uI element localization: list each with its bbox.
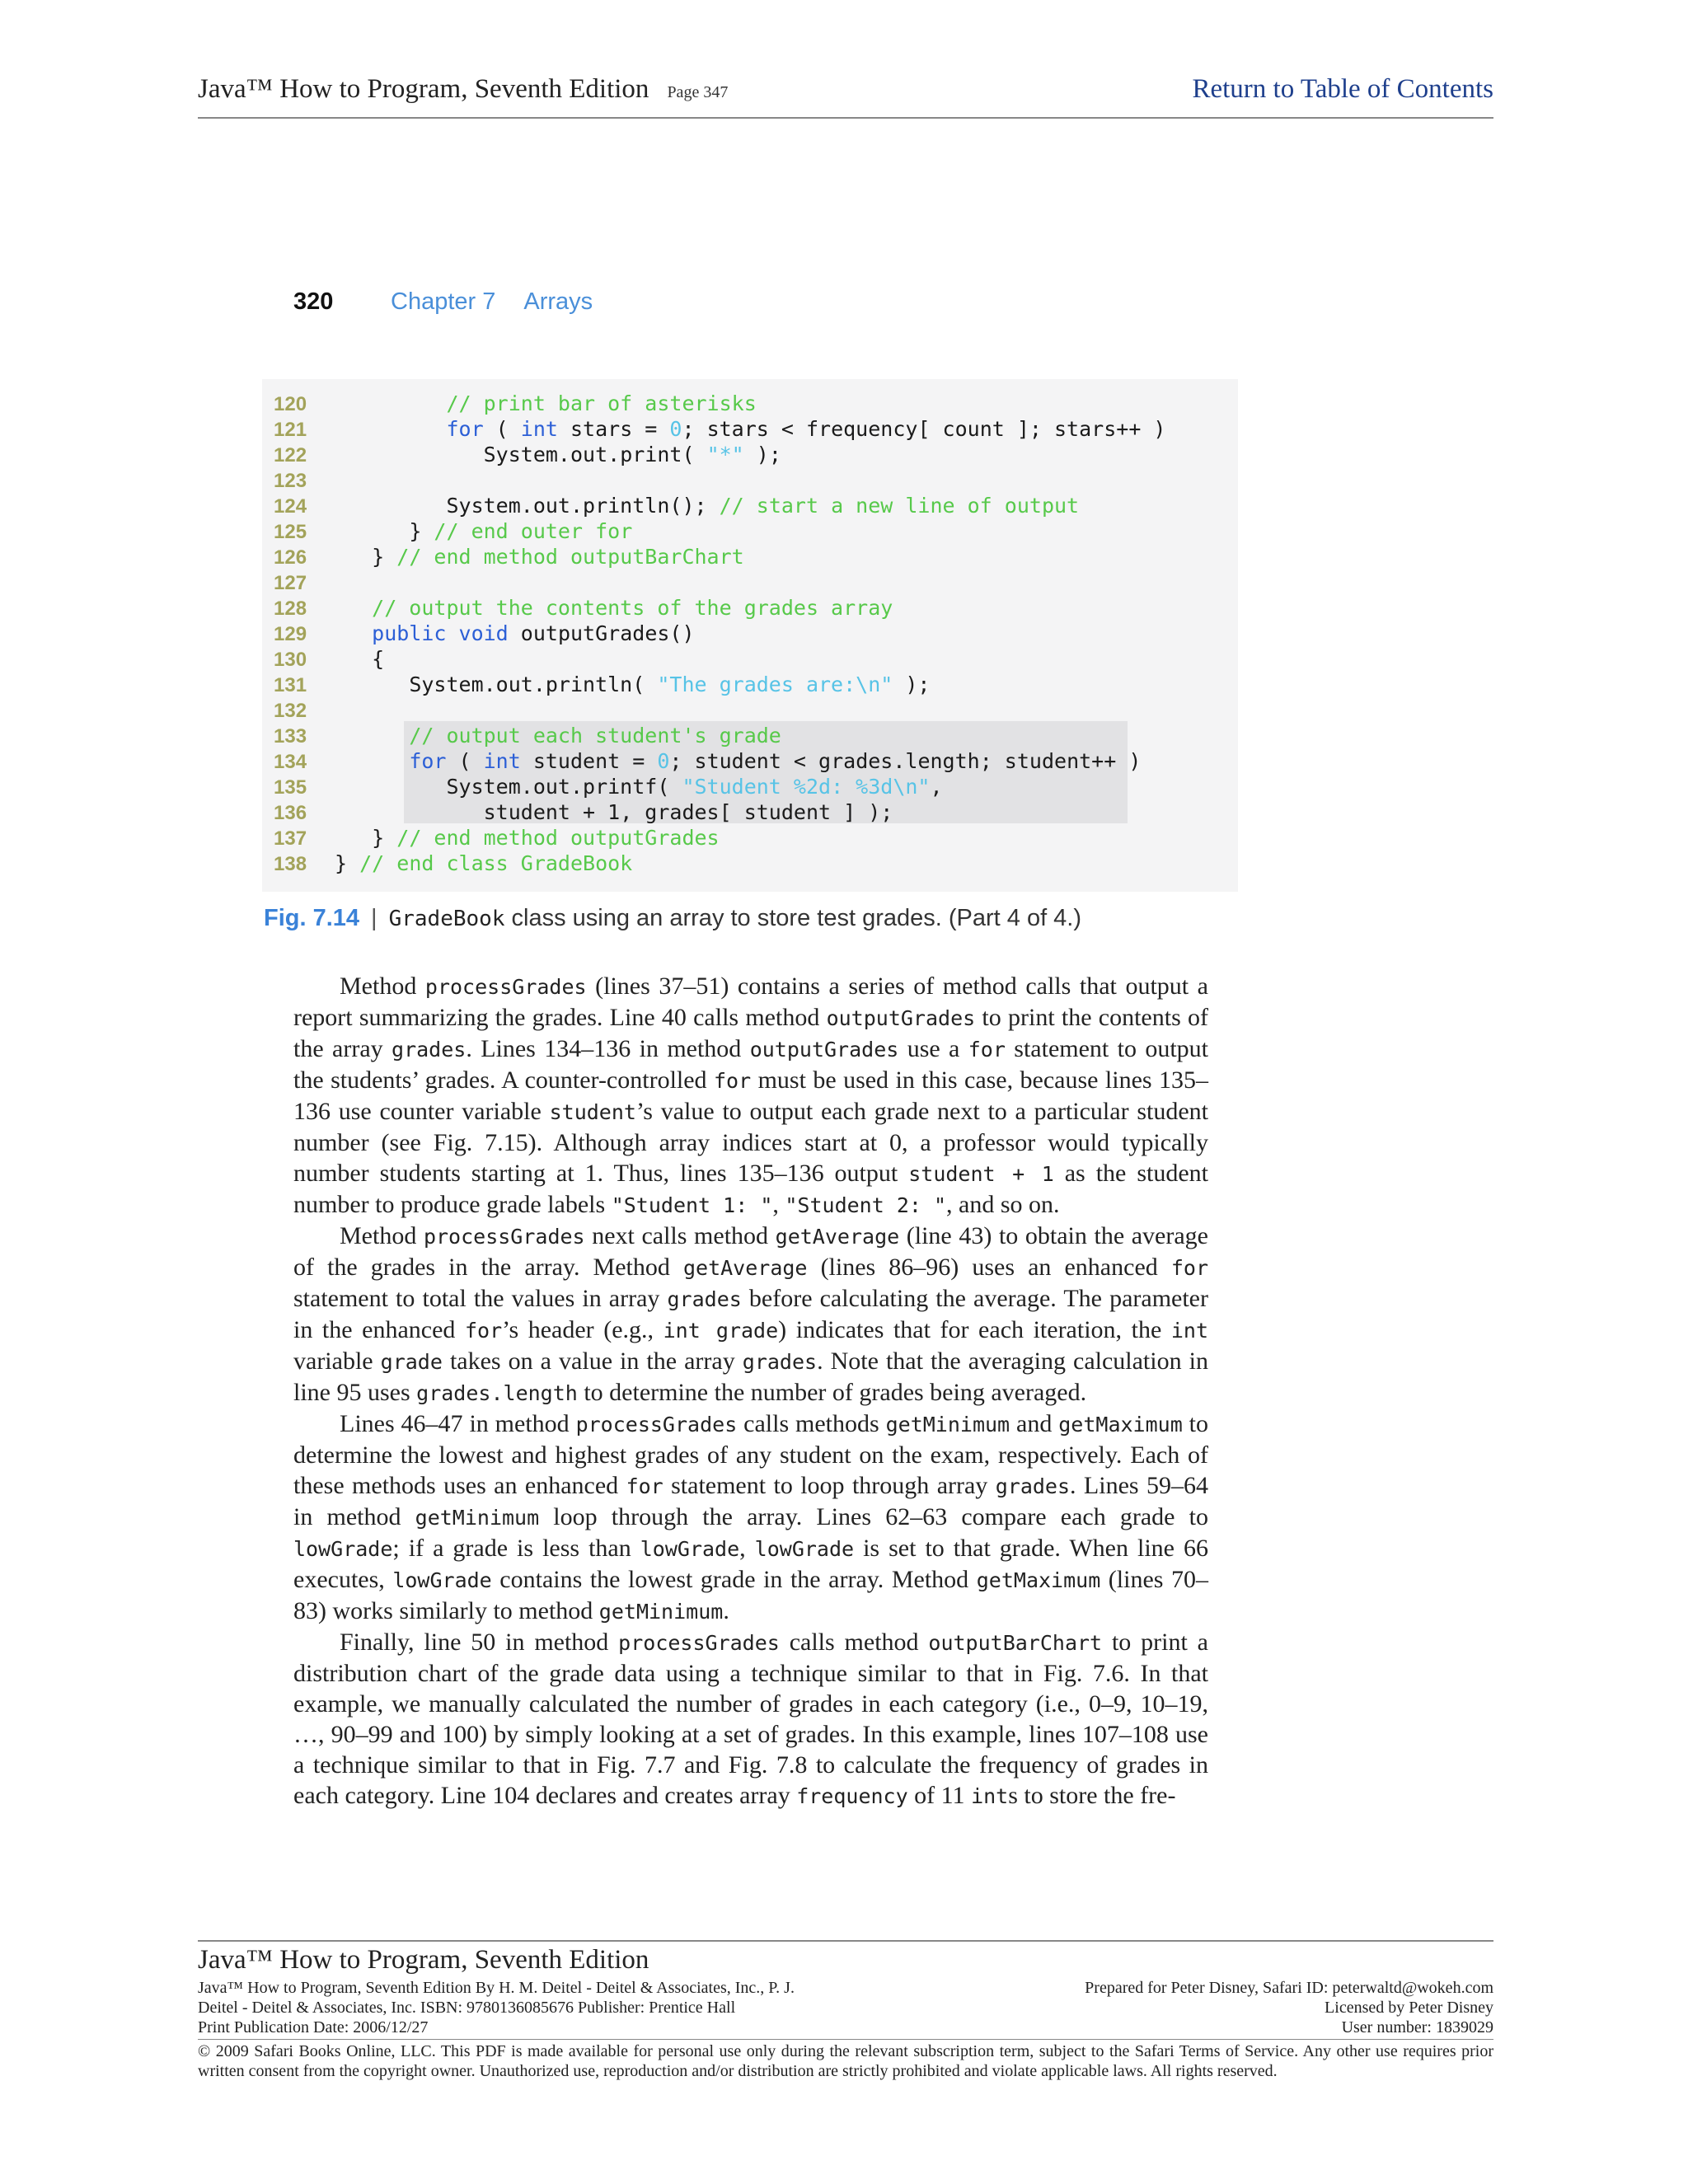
code-line: 128 // output the contents of the grades array [274,596,893,620]
code-line: 138 } // end class GradeBook [274,851,633,875]
footer-book-info: Java™ How to Program, Seventh Edition By H. M. Deitel - Deitel & Associates, Inc., P. J. [198,1979,795,1997]
code-line [274,467,335,493]
code-line: 131 System.out.println( "The grades are:\n" ); [274,673,931,696]
line-number: 121 [274,419,307,441]
page-header [198,74,1493,119]
code-line: 121 for ( int stars = 0; stars < frequency[ count ]; stars++ ) [274,417,1166,441]
line-number: 132 [274,700,307,722]
chapter-label: Chapter 7 [391,288,496,315]
code-line: 129 public void outputGrades() [274,621,695,645]
paragraph-3: Lines 46–47 in method processGrades calls methods getMinimum and getMaximum to determine the lowest and highest grades of any student on the exam, respectively. Each of these methods uses an enhanced for statement to loop through array grades. Lines 59–64 in method getMinimum loop through the array. Lines 62–63 compare each grade to lowGrade; if a grade is less than lowGrade, lowGrade is set to that grade. When line 66 executes, lowGrade contains the lowest grade in the array. Method getMaximum (lines 70–83) works similarly to method getMinimum. [293,1410,1208,1624]
caption-separator: | [371,905,377,931]
line-number: 135 [274,776,307,799]
line-number: 127 [274,572,307,594]
line-number: 128 [274,598,307,620]
code-line: 133 // output each student's grade [274,724,781,748]
book-title-text: Java™ How to Program, Seventh Edition [198,74,649,104]
code-line: 135 System.out.printf( "Student %2d: %3d\n", [274,775,943,799]
page-footer [198,1940,1493,2081]
book-title [198,74,728,105]
line-number: 136 [274,802,307,824]
figure-label: Fig. 7.14 [264,905,360,931]
page-indicator: Page 347 [667,83,729,101]
code-line [274,569,335,595]
code-line: 120 // print bar of asterisks [274,391,757,415]
line-number: 137 [274,827,307,850]
printed-page-number: 320 [293,288,334,315]
line-number: 124 [274,495,307,518]
code-line: 125 } // end outer for [274,519,633,543]
code-line: 136 student + 1, grades[ student ] ); [274,800,893,824]
code-line: 124 System.out.println(); // start a new line of output [274,494,1080,518]
line-number: 138 [274,853,307,875]
footer-pub-date: Print Publication Date: 2006/12/27 [198,2018,429,2036]
line-number: 120 [274,393,307,415]
line-number: 122 [274,444,307,466]
code-line: 126 } // end method outputBarChart [274,545,744,569]
line-number: 125 [274,521,307,543]
footer-prepared-for: Prepared for Peter Disney, Safari ID: peterwaltd@wokeh.com [1085,1979,1493,1997]
footer-row [198,2018,1493,2037]
caption-class-name: GradeBook [388,907,505,931]
footer-isbn: Deitel - Deitel & Associates, Inc. ISBN: 9780136085676 Publisher: Prentice Hall [198,1999,736,2017]
line-number: 129 [274,623,307,645]
footer-copyright: © 2009 Safari Books Online, LLC. This PDF is made available for personal use only during the relevant subscription term, subject to the Safari Terms of Service. Any other use requires prior written consent from the copyright owner. Unauthorized use, reproduction and/or distribution are strictly prohibited and violate applicable laws. All rights reserved. [198,2039,1493,2081]
chapter-title [391,288,593,316]
line-number: 131 [274,674,307,696]
footer-row [198,1978,1493,1998]
line-number: 133 [274,725,307,748]
footer-row [198,1998,1493,2018]
code-line: 134 for ( int student = 0; student < grades.length; student++ ) [274,749,1142,773]
footer-user-number: User number: 1839029 [1341,2018,1493,2036]
paragraph-1: Method processGrades (lines 37–51) contains a series of method calls that output a report summarizing the grades. Line 40 calls method outputGrades to print the contents of the array grades. Lines 134–136 in method outputGrades use a for statement to output the students’ grades. A counter-controlled for must be used in this case, because lines 135–136 use counter variable student’s value to output each grade next to a particular student number (see Fig. 7.15). Although array indices start at 0, a professor would typically number students starting at 1. Thus, lines 135–136 output student + 1 as the student number to produce grade labels "Student 1: ", "Student 2: ", and so on. [293,972,1208,1218]
footer-title: Java™ How to Program, Seventh Edition [198,1945,649,1975]
line-number: 134 [274,751,307,773]
code-line: 122 System.out.print( "*" ); [274,443,781,466]
caption-text: class using an array to store test grades. (Part 4 of 4.) [504,905,1082,931]
return-to-toc-link[interactable]: Return to Table of Contents [1192,74,1493,104]
code-line: 137 } // end method outputGrades [274,826,720,850]
line-number: 123 [274,470,307,492]
code-line: 130 { [274,647,385,671]
figure-caption [264,905,1081,932]
paragraph-2: Method processGrades next calls method getAverage (line 43) to obtain the average of the grades in the array. Method getAverage (lines 86–96) uses an enhanced for statement to total the values in array grades before calculating the average. The parameter in the enhanced for’s header (e.g., int grade) indicates that for each iteration, the int variable grade takes on a value in the array grades. Note that the averaging calculation in line 95 uses grades.length to determine the number of grades being averaged. [293,1222,1208,1406]
paragraph-4: Finally, line 50 in method processGrades calls method outputBarChart to print a distribution chart of the grade data using a technique similar to that in Fig. 7.6. In that example, we manually calculated the number of grades in each category (i.e., 0–9, 10–19, …, 90–99 and 100) by simply looking at a set of grades. In this example, lines 107–108 use a technique similar to that in Fig. 7.7 and Fig. 7.8 to calculate the frequency of grades in each category. Line 104 declares and creates array frequency of 11 ints to store the fre- [293,1629,1208,1809]
code-line [274,697,335,723]
body-text [293,971,1208,1811]
footer-licensed-by: Licensed by Peter Disney [1325,1999,1493,2017]
line-number: 130 [274,649,307,671]
chapter-name: Arrays [523,288,593,315]
line-number: 126 [274,546,307,569]
